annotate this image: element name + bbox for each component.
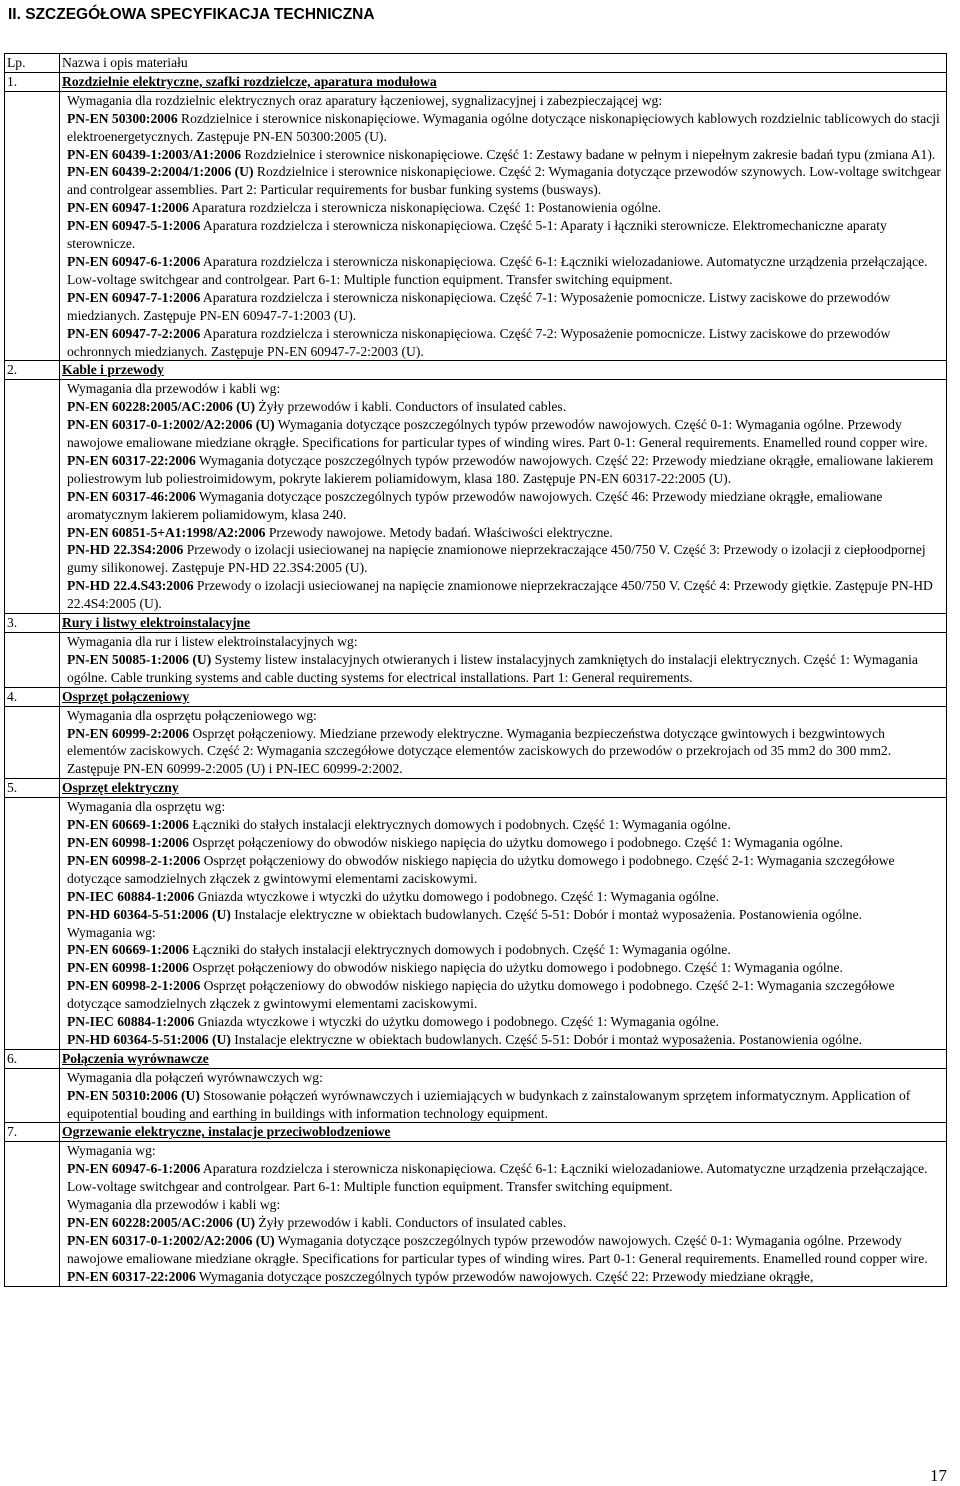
standard-description: Instalacje elektryczne w obiektach budowlanych. Część 5-51: Dobór i montaż wyposażenia. Postanowienia ogólne. [230, 906, 863, 922]
standard-description: Żyły przewodów i kabli. Conductors of insulated cables. [255, 399, 567, 415]
standard-item [62, 541, 944, 577]
section-number: 6. [5, 1049, 60, 1068]
standard-description: Wymagania dotyczące poszczególnych typów przewodów nawojowych. Część 22: Przewody miedziane okrągłe, emaliowane lakierem poliestrowym lub poliestroimidowym, pokryte lakierem poliamidowym, klasa 180. Zastępuje PN-EN 60317-22:2005 (U). [67, 452, 934, 486]
standard-description: Przewody o izolacji usieciowanej na napięcie znamionowe nieprzekraczające 450/750 V. Część 3: Przewody o izolacji z ciepłoodpornej gumy silikonowej. Zastępuje PN-HD 22.3S4:2005 (U). [67, 542, 926, 576]
standard-item [62, 906, 944, 924]
standard-description: Aparatura rozdzielcza i sterownicza niskonapięciowa. Część 7-1: Wyposażenie pomocnicze. Listwy zaciskowe do przewodów miedzianych. Zastępuje PN-EN 60947-7-1:2003 (U). [67, 289, 891, 323]
spec-table-body [5, 54, 947, 1287]
standard-description: Stosowanie połączeń wyrównawczych i uziemiających w budynkach z zainstalowanym sprzętem informatycznym. Application of equipotential bouding and earthing in buildings with information technology equipment. [67, 1087, 911, 1121]
empty-cell [5, 706, 60, 779]
section-title-cell [60, 361, 947, 380]
section-content-row [5, 380, 947, 614]
empty-cell [5, 1068, 60, 1123]
standard-code: PN-EN 60998-2-1:2006 [67, 978, 201, 994]
standard-description: Osprzęt połączeniowy. Miedziane przewody elektryczne. Wymagania bezpieczeństwa dotyczące gwintowych i bezgwintowych elementów zaciskowych. Część 2: Wymagania szczegółowe dotyczące elementów zaciskowych do przewodów o przekrojach od 35 mm2 do 300 mm2. Zastępuje PN-EN 60999-2:2005 (U) i PN-IEC 60999-2:2002. [67, 725, 892, 777]
standard-code: PN-EN 60669-1:2006 [67, 942, 189, 958]
section-number: 7. [5, 1123, 60, 1142]
standard-code: PN-HD 60364-5-51:2006 (U) [67, 1031, 231, 1047]
standard-code: PN-EN 60317-0-1:2002/A2:2006 (U) [67, 1232, 275, 1248]
standard-code: PN-EN 60228:2005/AC:2006 (U) [67, 399, 256, 415]
standard-item [62, 452, 944, 488]
standard-code: PN-EN 60317-22:2006 [67, 452, 196, 468]
requirement-heading: Wymagania wg: [67, 924, 156, 940]
standard-description: Rozdzielnice i sterownice niskonapięciowe. Część 2: Wymagania dotyczące przewodów szynowych. Low-voltage switchgear and controlgear assemblies. Part 2: Particular requirements for busbar funking systems (busways). [67, 164, 941, 198]
standard-description: Gniazda wtyczkowe i wtyczki do użytku domowego i podobnego. Część 1: Wymagania ogólne. [194, 888, 720, 904]
standard-description: Aparatura rozdzielcza i sterownicza niskonapięciowa. Część 1: Postanowienia ogólne. [188, 200, 662, 216]
section-content [60, 380, 947, 614]
section-title-cell [60, 72, 947, 91]
standard-item [62, 834, 944, 852]
standard-description: Aparatura rozdzielcza i sterownicza niskonapięciowa. Część 6-1: Łączniki wielozadaniowe. Automatyczne urządzenia przełączające. Low-voltage switchgear and controlgear. Part 6-1: Multiple function equipment. Transfer switching equipment. [67, 253, 928, 287]
standard-description: Łączniki do stałych instalacji elektrycznych domowych i podobnych. Część 1: Wymagania ogólne. [188, 817, 731, 833]
standard-description: Przewody o izolacji usieciowanej na napięcie znamionowe nieprzekraczające 450/750 V. Część 4: Przewody giętkie. Zastępuje PN-HD 22.4S4:2005 (U). [67, 578, 933, 612]
standard-code: PN-EN 60851-5+A1:1998/A2:2006 [67, 524, 266, 540]
standard-item [62, 852, 944, 888]
standard-description: Aparatura rozdzielcza i sterownicza niskonapięciowa. Część 5-1: Aparaty i łączniki sterownicze. Elektromechaniczne aparaty sterownicze. [67, 218, 887, 252]
standard-item [62, 217, 944, 253]
requirement-heading: Wymagania dla połączeń wyrównawczych wg: [67, 1069, 323, 1085]
requirement-heading: Wymagania dla rur i listew elektroinstalacyjnych wg: [67, 634, 358, 649]
standard-item [62, 163, 944, 199]
standard-item [62, 651, 944, 687]
standard-item [62, 1268, 944, 1286]
requirement-heading: Wymagania dla osprzętu połączeniowego wg: [67, 707, 317, 723]
standard-description: Osprzęt połączeniowy do obwodów niskiego napięcia do użytku domowego i podobnego. Część 1: Wymagania ogólne. [188, 834, 843, 850]
standard-description: Przewody nawojowe. Metody badań. Właściwości elektryczne. [265, 524, 613, 540]
requirement-heading: Wymagania wg: [67, 1143, 156, 1159]
standard-item [62, 488, 944, 524]
standard-code: PN-EN 60998-2-1:2006 [67, 852, 201, 868]
standard-item [62, 1214, 944, 1232]
standard-code: PN-EN 60947-7-2:2006 [67, 325, 201, 341]
requirement-heading: Wymagania dla rozdzielnic elektrycznych oraz aparatury łączeniowej, sygnalizacyjnej i zabezpieczającej wg: [67, 92, 663, 108]
standard-item [62, 725, 944, 779]
standard-item [62, 1232, 944, 1268]
table-header-row [5, 54, 947, 73]
page-number: 17 [930, 1466, 947, 1485]
section-title-cell [60, 614, 947, 633]
standard-item [62, 398, 944, 416]
standard-description: Aparatura rozdzielcza i sterownicza niskonapięciowa. Część 7-2: Wyposażenie pomocnicze. Listwy zaciskowe do przewodów ochronnych miedzianych. Zastępuje PN-EN 60947-7-2:2003 (U). [67, 325, 891, 359]
section-row [5, 1049, 947, 1068]
section-title: Osprzęt elektryczny [62, 780, 179, 796]
section-number: 2. [5, 361, 60, 380]
header-lp: Lp. [5, 54, 60, 73]
section-title: Rozdzielnie elektryczne, szafki rozdzielcze, aparatura modułowa [62, 73, 437, 89]
section-content [60, 91, 947, 361]
standard-code: PN-EN 60317-0-1:2002/A2:2006 (U) [67, 417, 275, 433]
header-name: Nazwa i opis materiału [60, 54, 947, 73]
standard-code: PN-HD 60364-5-51:2006 (U) [67, 906, 231, 922]
standard-item [62, 1031, 944, 1049]
section-number: 4. [5, 687, 60, 706]
standard-description: Gniazda wtyczkowe i wtyczki do użytku domowego i podobnego. Część 1: Wymagania ogólne. [194, 1014, 720, 1030]
standard-code: PN-EN 60999-2:2006 [67, 725, 189, 741]
standard-item [62, 289, 944, 325]
standard-code: PN-EN 60317-46:2006 [67, 488, 196, 504]
empty-cell [5, 1142, 60, 1286]
section-title: Połączenia wyrównawcze [62, 1050, 209, 1066]
standard-code: PN-IEC 60884-1:2006 [67, 888, 195, 904]
section-content-row [5, 1068, 947, 1123]
standard-code: PN-EN 60228:2005/AC:2006 (U) [67, 1215, 256, 1230]
section-title-cell [60, 779, 947, 798]
section-content [60, 633, 947, 688]
standard-description: Instalacje elektryczne w obiektach budowlanych. Część 5-51: Dobór i montaż wyposażenia. Postanowienia ogólne. [230, 1031, 863, 1047]
requirement-heading: Wymagania dla przewodów i kabli wg: [67, 381, 281, 397]
standard-code: PN-EN 60998-1:2006 [67, 960, 189, 976]
section-number: 1. [5, 72, 60, 91]
section-title-cell [60, 687, 947, 706]
standard-code: PN-HD 22.4.S43:2006 [67, 578, 194, 594]
standard-item [62, 325, 944, 361]
standard-code: PN-HD 22.3S4:2006 [67, 542, 184, 558]
standard-description: Wymagania dotyczące poszczególnych typów przewodów nawojowych. Część 0-1: Wymagania ogólne. Przewody nawojowe emaliowane miedziane okrągłe. Specifications for particular types of winding wires. Part 0-1: General requirements. Enamelled round copper wire. [67, 1232, 928, 1266]
standard-item [62, 146, 944, 164]
section-title-cell [60, 1049, 947, 1068]
page-title: II. SZCZEGÓŁOWA SPECYFIKACJA TECHNICZNA [8, 6, 375, 23]
section-content-row [5, 1142, 947, 1286]
empty-cell [5, 633, 60, 688]
standard-description: Osprzęt połączeniowy do obwodów niskiego napięcia do użytku domowego i podobnego. Część 2-1: Wymagania szczegółowe dotyczące samodzielnych złączek z gwintowymi elementami zaciskowymi. [67, 978, 895, 1012]
standard-description: Systemy listew instalacyjnych otwieranych i listew instalacyjnych zamkniętych do instalacji elektrycznych. Część 1: Wymagania ogólne. Cable trunking systems and cable ducting systems for electrical installations. Part 1: General requirements. [67, 651, 918, 685]
standard-description: Wymagania dotyczące poszczególnych typów przewodów nawojowych. Część 46: Przewody miedziane okrągłe, emaliowane aromatycznym lakierem poliamidowym, klasa 240. [67, 488, 883, 522]
standard-description: Żyły przewodów i kabli. Conductors of insulated cables. [255, 1215, 567, 1230]
standard-item [62, 816, 944, 834]
standard-description: Rozdzielnice i sterownice niskonapięciowe. Wymagania ogólne dotyczące niskonapięciowych kablowych rozdzielnic tablicowych do stacji elektroenergetycznych. Zastępuje PN-EN 50300:2005 (U). [67, 110, 940, 144]
spec-table [4, 53, 947, 1287]
standard-description: Rozdzielnice i sterownice niskonapięciowe. Część 1: Zestawy badane w pełnym i niepełnym zakresie badań typu (zmiana A1). [241, 146, 936, 162]
empty-cell [5, 798, 60, 1050]
section-row [5, 779, 947, 798]
standard-item [62, 1087, 944, 1123]
section-content-row [5, 706, 947, 779]
standard-description: Aparatura rozdzielcza i sterownicza niskonapięciowa. Część 6-1: Łączniki wielozadaniowe. Automatyczne urządzenia przełączające. Low-voltage switchgear and controlgear. Part 6-1: Multiple function equipment. Transfer switching equipment. [67, 1161, 928, 1195]
section-number: 3. [5, 614, 60, 633]
standard-description: Łączniki do stałych instalacji elektrycznych domowych i podobnych. Część 1: Wymagania ogólne. [188, 942, 731, 958]
standard-item [62, 253, 944, 289]
standard-code: PN-EN 50300:2006 [67, 110, 178, 126]
standard-description: Wymagania dotyczące poszczególnych typów przewodów nawojowych. Część 22: Przewody miedziane okrągłe, [195, 1268, 814, 1284]
requirement-heading: Wymagania dla przewodów i kabli wg: [67, 1197, 281, 1213]
section-title: Osprzęt połączeniowy [62, 688, 190, 704]
standard-description: Wymagania dotyczące poszczególnych typów przewodów nawojowych. Część 0-1: Wymagania ogólne. Przewody nawojowe emaliowane miedziane okrągłe. Specifications for particular types of winding wires. Part 0-1: General requirements. Enamelled round copper wire. [67, 417, 928, 451]
standard-item [62, 1160, 944, 1196]
section-title: Rury i listwy elektroinstalacyjne [62, 615, 251, 631]
section-content [60, 1142, 947, 1286]
standard-item [62, 1013, 944, 1031]
section-content [60, 798, 947, 1050]
standard-item [62, 977, 944, 1013]
standard-code: PN-EN 60947-1:2006 [67, 200, 189, 216]
section-row [5, 687, 947, 706]
standard-code: PN-EN 60947-7-1:2006 [67, 289, 201, 305]
standard-code: PN-EN 60998-1:2006 [67, 834, 189, 850]
section-title-cell [60, 1123, 947, 1142]
standard-item [62, 959, 944, 977]
section-row [5, 614, 947, 633]
standard-item [62, 110, 944, 146]
section-row [5, 1123, 947, 1142]
section-title: Ogrzewanie elektryczne, instalacje przeciwoblodzeniowe [62, 1124, 391, 1140]
standard-code: PN-EN 50310:2006 (U) [67, 1087, 200, 1103]
standard-item [62, 888, 944, 906]
empty-cell [5, 380, 60, 614]
section-row [5, 72, 947, 91]
section-content [60, 706, 947, 779]
standard-description: Osprzęt połączeniowy do obwodów niskiego napięcia do użytku domowego i podobnego. Część 2-1: Wymagania szczegółowe dotyczące samodzielnych złączek z gwintowymi elementami zaciskowymi. [67, 852, 895, 886]
section-number: 5. [5, 779, 60, 798]
standard-code: PN-EN 60669-1:2006 [67, 817, 189, 833]
standard-item [62, 577, 944, 613]
standard-code: PN-EN 60947-6-1:2006 [67, 253, 201, 269]
standard-code: PN-EN 60947-5-1:2006 [67, 218, 201, 234]
standard-code: PN-EN 60317-22:2006 [67, 1268, 196, 1284]
standard-code: PN-EN 50085-1:2006 (U) [67, 651, 212, 667]
section-row [5, 361, 947, 380]
standard-code: PN-EN 60439-2:2004/1:2006 (U) [67, 164, 254, 180]
empty-cell [5, 91, 60, 361]
requirement-heading: Wymagania dla osprzętu wg: [67, 799, 226, 815]
standard-item [62, 941, 944, 959]
section-content-row [5, 91, 947, 361]
standard-item [62, 524, 944, 542]
section-title: Kable i przewody [62, 362, 164, 378]
section-content-row [5, 633, 947, 688]
section-content [60, 1068, 947, 1123]
standard-code: PN-EN 60947-6-1:2006 [67, 1161, 201, 1177]
standard-item [62, 199, 944, 217]
standard-code: PN-IEC 60884-1:2006 [67, 1014, 195, 1030]
standard-description: Osprzęt połączeniowy do obwodów niskiego napięcia do użytku domowego i podobnego. Część 1: Wymagania ogólne. [188, 960, 843, 976]
standard-code: PN-EN 60439-1:2003/A1:2006 [67, 146, 242, 162]
standard-item [62, 416, 944, 452]
section-content-row [5, 798, 947, 1050]
